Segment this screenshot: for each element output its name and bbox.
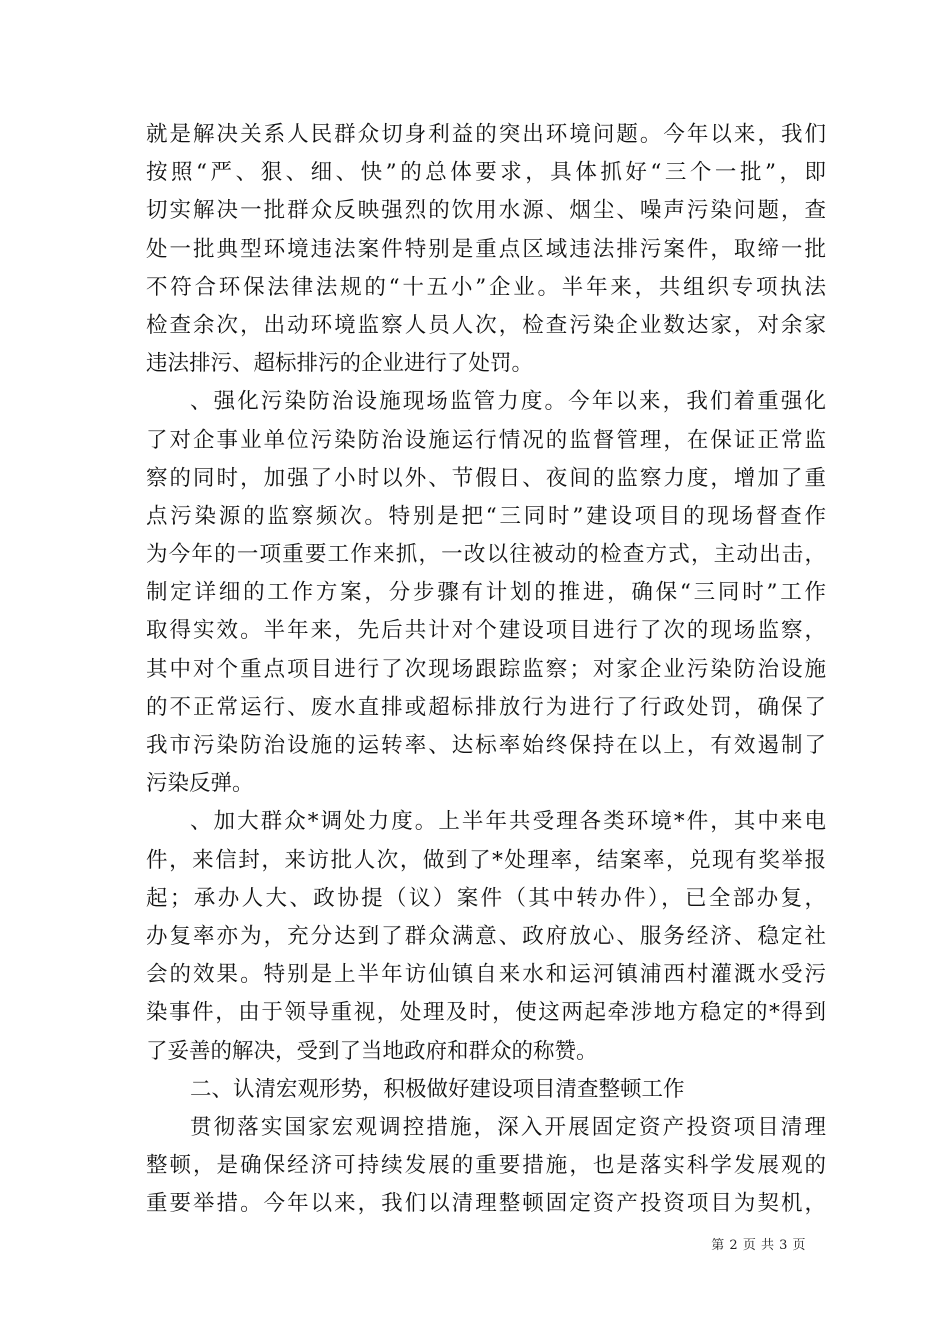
text-line: 的不正常运行、废水直排或超标排放行为进行了行政处罚，确保了 <box>146 694 826 720</box>
text-line: 、加大群众*调处力度。上半年共受理各类环境*件，其中来电 <box>190 809 826 835</box>
document-body <box>146 116 826 1223</box>
text-line: 制定详细的工作方案，分步骤有计划的推进，确保“三同时”工作 <box>146 580 826 606</box>
text-line: 取得实效。半年来，先后共计对个建设项目进行了次的现场监察， <box>146 618 826 644</box>
text-line: 我市污染防治设施的运转率、达标率始终保持在以上，有效遏制了 <box>146 733 826 758</box>
text-line: 切实解决一批群众反映强烈的饮用水源、烟尘、噪声污染问题，查 <box>146 198 826 224</box>
text-line: 检查余次，出动环境监察人员人次，检查污染企业数达家，对余家 <box>146 312 826 338</box>
text-line: 察的同时，加强了小时以外、节假日、夜间的监察力度，增加了重 <box>146 465 826 491</box>
text-line: 办复率亦为，充分达到了群众满意、政府放心、服务经济、稳定社 <box>146 923 826 949</box>
text-line: 不符合环保法律法规的“十五小”企业。半年来，共组织专项执法 <box>146 274 826 300</box>
text-line: 就是解决关系人民群众切身利益的突出环境问题。今年以来，我们 <box>146 122 826 147</box>
text-line: 会的效果。特别是上半年访仙镇自来水和运河镇浦西村灌溉水受污 <box>146 962 826 988</box>
text-line: 按照“严、狠、细、快”的总体要求，具体抓好“三个一批”，即 <box>146 160 826 186</box>
page-number: 第 2 页 共 3 页 <box>711 1238 806 1253</box>
text-line: 污染反弹。 <box>146 771 254 797</box>
text-line: 贯彻落实国家宏观调控措施，深入开展固定资产投资项目清理 <box>190 1114 826 1140</box>
text-line: 为今年的一项重要工作来抓，一改以往被动的检查方式，主动出击， <box>146 542 826 568</box>
text-line: 染事件，由于领导重视，处理及时，使这两起牵涉地方稳定的*得到 <box>146 1000 826 1026</box>
text-line: 整顿，是确保经济可持续发展的重要措施，也是落实科学发展观的 <box>146 1153 826 1179</box>
text-line: 违法排污、超标排污的企业进行了处罚。 <box>146 351 534 377</box>
text-line: 重要举措。今年以来，我们以清理整顿固定资产投资项目为契机， <box>146 1191 826 1217</box>
section-heading: 二、认清宏观形势，积极做好建设项目清查整顿工作 <box>190 1076 685 1102</box>
text-line: 、强化污染防治设施现场监管力度。今年以来，我们着重强化 <box>190 389 826 415</box>
text-line: 了对企事业单位污染防治设施运行情况的监督管理，在保证正常监 <box>146 427 826 453</box>
text-line: 点污染源的监察频次。特别是把“三同时”建设项目的现场督查作 <box>146 503 826 529</box>
text-line: 其中对个重点项目进行了次现场跟踪监察；对家企业污染防治设施 <box>146 656 826 682</box>
text-line: 了妥善的解决，受到了当地政府和群众的称赞。 <box>146 1038 598 1064</box>
text-line: 件，来信封，来访批人次，做到了*处理率，结案率，兑现有奖举报 <box>146 847 826 873</box>
text-line: 起；承办人大、政协提（议）案件（其中转办件），已全部办复， <box>146 885 826 911</box>
text-line: 处一批典型环境违法案件特别是重点区域违法排污案件，取缔一批 <box>146 236 826 262</box>
